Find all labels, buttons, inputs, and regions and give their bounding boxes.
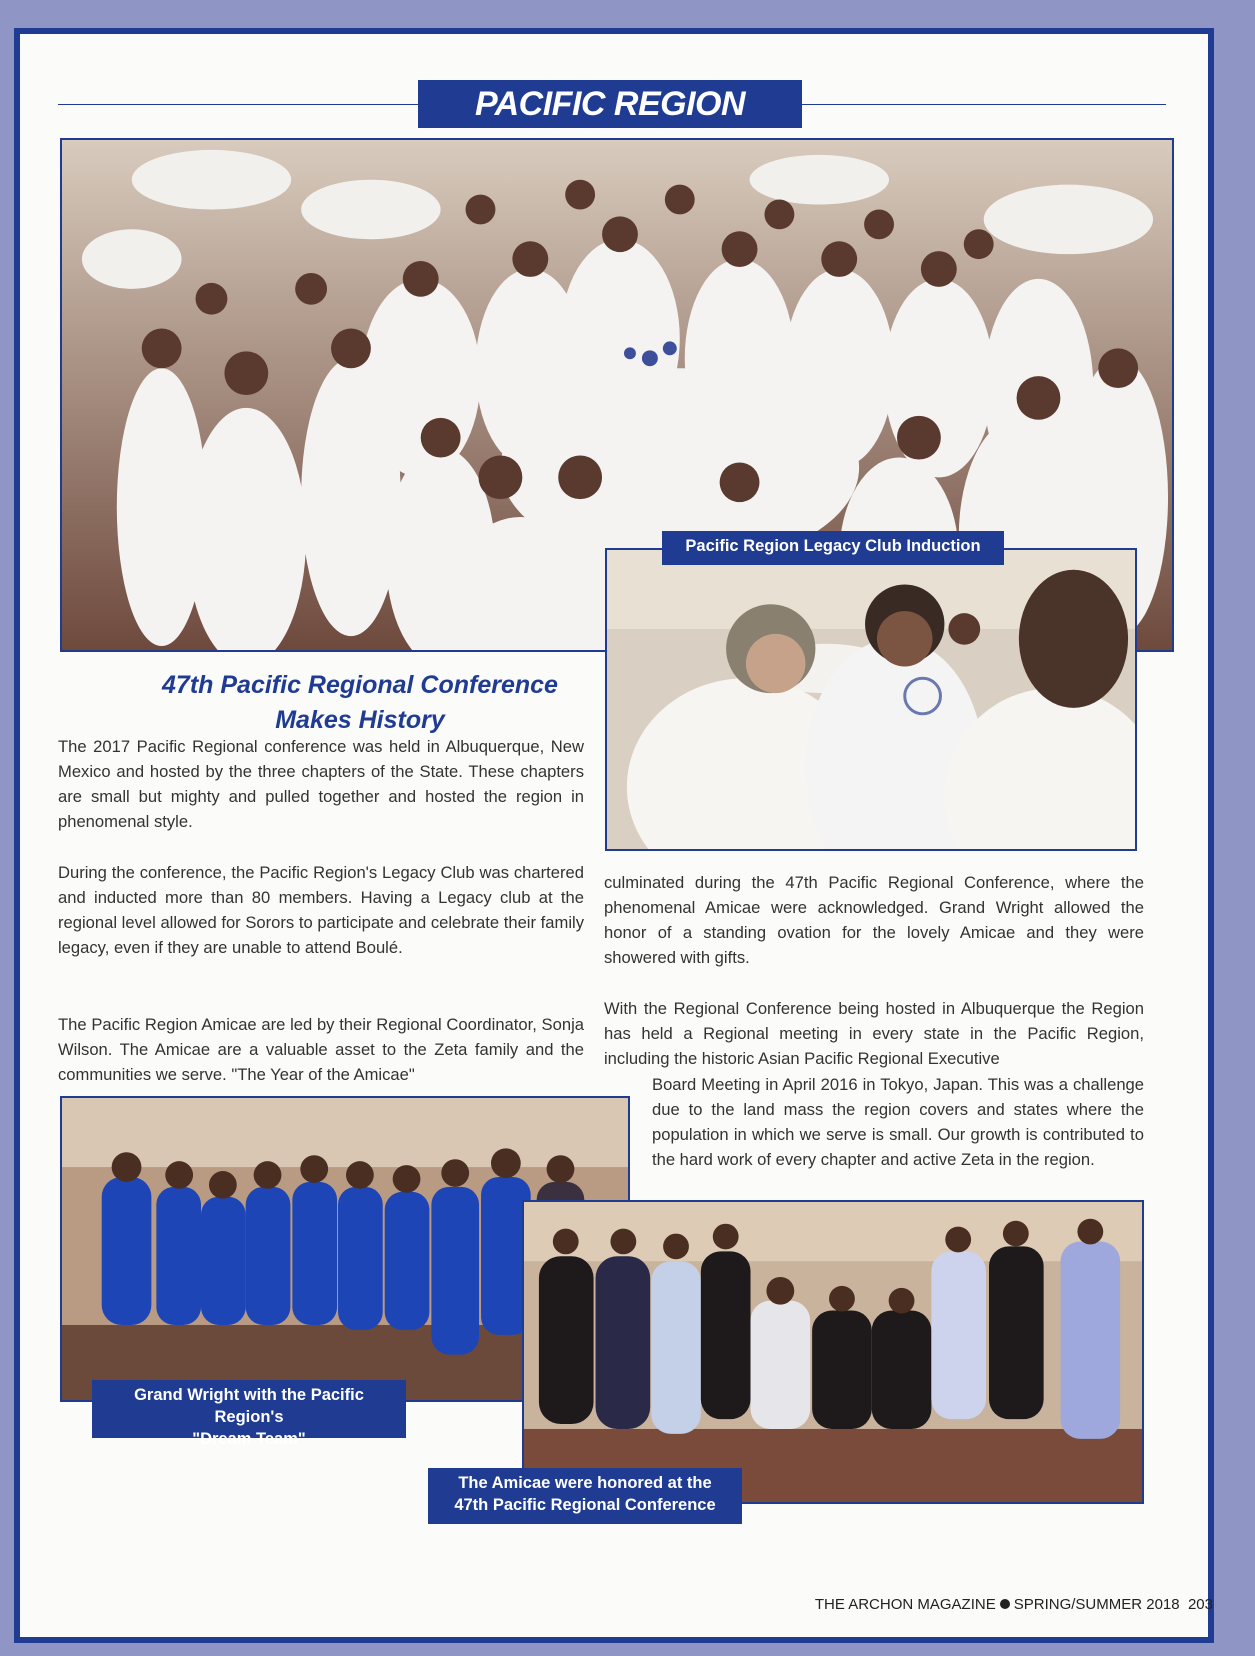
headline-line-2: Makes History (275, 706, 445, 734)
amicae-photo (522, 1200, 1144, 1504)
title-rule-right (802, 104, 1166, 105)
bullet-icon (1000, 1599, 1010, 1609)
footer-issue: SPRING/SUMMER 2018 (1013, 1596, 1180, 1613)
page-footer (815, 1596, 1213, 1613)
dream-team-caption (92, 1380, 406, 1448)
magazine-page (14, 28, 1214, 1643)
page-number: 203 (1187, 1596, 1213, 1613)
title-rule-left (58, 104, 418, 105)
amicae-caption-line-1: The Amicae were honored at the (458, 1474, 712, 1492)
amicae-caption (428, 1468, 742, 1524)
paragraph-3: The Pacific Region Amicae are led by their Regional Coordinator, Sonja Wilson. The Amicae are a valuable asset to the Zeta family and the communities we serve. "The Year of the Amicae" (58, 1015, 584, 1084)
article-headline (80, 668, 640, 738)
legacy-induction-caption: Pacific Region Legacy Club Induction (662, 531, 1004, 565)
paragraph-4: culminated during the 47th Pacific Regional Conference, where the phenomenal Amicae were acknowledged. Grand Wright allowed the honor of a standing ovation for the lovely Amicae and they were showered with gifts. (604, 873, 1144, 967)
dream-team-caption-line-2: "Dream Team" (192, 1430, 306, 1448)
legacy-induction-photo (605, 548, 1137, 851)
footer-magazine: THE ARCHON MAGAZINE (814, 1596, 996, 1613)
paragraph-6: Board Meeting in April 2016 in Tokyo, Japan. This was a challenge due to the land mass the region covers and states where the population in which we serve is small. Our growth is contributed to the hard work of every chapter and active Zeta in the region. (652, 1075, 1144, 1169)
section-title: PACIFIC REGION (418, 80, 802, 128)
amicae-caption-line-2: 47th Pacific Regional Conference (454, 1496, 716, 1514)
dream-team-caption-line-1: Grand Wright with the Pacific Region's (134, 1386, 364, 1426)
paragraph-2: During the conference, the Pacific Region's Legacy Club was chartered and inducted more than 80 members. Having a Legacy club at the regional level allowed for Sorors to participate and celebrate their family legacy, even if they are unable to attend Boulé. (58, 863, 584, 957)
paragraph-5: With the Regional Conference being hosted in Albuquerque the Region has held a Regional meeting in every state in the Pacific Region, including the historic Asian Pacific Regional Executive (604, 999, 1144, 1068)
paragraph-1: The 2017 Pacific Regional conference was held in Albuquerque, New Mexico and hosted by the three chapters of the State. These chapters are small but mighty and pulled together and hosted the region in phenomenal style. (58, 737, 584, 831)
headline-line-1: 47th Pacific Regional Conference (162, 671, 558, 699)
